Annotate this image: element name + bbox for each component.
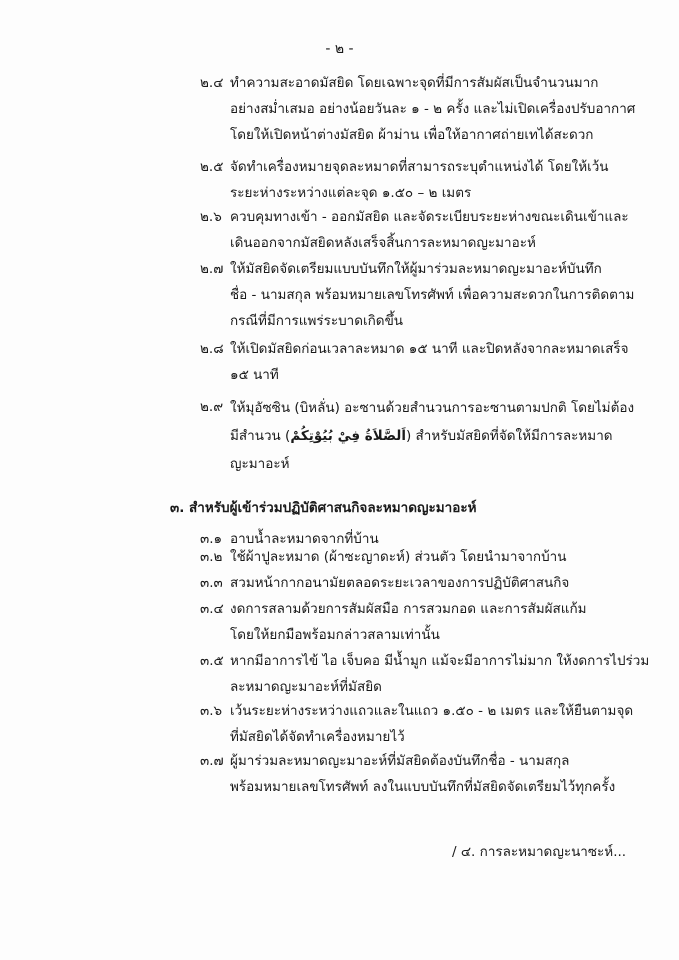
section-heading: ๓. สำหรับผู้เข้าร่วมปฏิบัติศาสนกิจละหมาดญะมาอะห์ xyxy=(170,500,477,516)
item-number: ๒.๗ xyxy=(200,261,224,277)
item-number: ๓.๗ xyxy=(200,753,224,769)
item-text xyxy=(230,544,566,570)
item-line-suffix: ) สำหรับมัสยิดที่จัดให้มีการละหมาด xyxy=(406,428,613,444)
item-number: ๓.๑ xyxy=(200,531,223,547)
arabic-phrase: اَلصَّلاَةُ فِيْ بُيُوْتِكُمْ xyxy=(290,428,406,444)
item-line: หากมีอาการไข้ ไอ เจ็บคอ มีน้ำมูก แม้จะมีอาการไม่มาก ให้งดการไปร่วม xyxy=(230,653,650,669)
item-line: ให้มัสยิดจัดเตรียมแบบบันทึกให้ผู้มาร่วมละหมาดญะมาอะห์บันทึก xyxy=(230,261,602,277)
item-text xyxy=(230,570,569,596)
item-number: ๒.๖ xyxy=(200,209,222,225)
page-number: - ๒ - xyxy=(325,41,354,57)
item-number: ๓.๔ xyxy=(200,601,224,617)
item-line: ระยะห่างระหว่างแต่ละจุด ๑.๕๐ – ๒ เมตร xyxy=(230,185,472,201)
item-line: ควบคุมทางเข้า - ออกมัสยิด และจัดระเบียบระยะห่างขณะเดินเข้าและ xyxy=(230,209,629,225)
item-text xyxy=(230,154,609,206)
item-number: ๓.๕ xyxy=(200,653,224,669)
item-line: ให้เปิดมัสยิดก่อนเวลาละหมาด ๑๕ นาที และปิดหลังจากละหมาดเสร็จ xyxy=(230,341,629,357)
item-text xyxy=(230,204,629,256)
item-line: ผู้มาร่วมละหมาดญะมาอะห์ที่มัสยิดต้องบันทึกชื่อ - นามสกุล xyxy=(230,753,570,769)
item-line: สวมหน้ากากอนามัยตลอดระยะเวลาของการปฏิบัติศาสนกิจ xyxy=(230,575,570,591)
item-text xyxy=(230,336,629,388)
item-line: จัดทำเครื่องหมายจุดละหมาดที่สามารถระบุตำแหน่งได้ โดยให้เว้น xyxy=(230,159,609,175)
item-number: ๓.๓ xyxy=(200,575,223,591)
item-line: พร้อมหมายเลขโทรศัพท์ ลงในแบบบันทึกที่มัสยิดจัดเตรียมไว้ทุกครั้ง xyxy=(230,779,616,795)
item-line: เว้นระยะห่างระหว่างแถวและในแถว ๑.๕๐ - ๒ เมตร และให้ยืนตามจุด xyxy=(230,703,634,719)
item-line: อาบน้ำละหมาดจากที่บ้าน xyxy=(230,531,379,547)
item-line: ทำความสะอาดมัสยิด โดยเฉพาะจุดที่มีการสัมผัสเป็นจำนวนมาก xyxy=(230,75,599,91)
item-number: ๓.๖ xyxy=(200,703,223,719)
item-number: ๒.๘ xyxy=(200,341,224,357)
item-number: ๒.๔ xyxy=(200,75,224,91)
item-text xyxy=(230,648,649,700)
item-text xyxy=(230,698,633,750)
item-line: โดยให้เปิดหน้าต่างมัสยิด ผ้าม่าน เพื่อให้อากาศถ่ายเทได้สะดวก xyxy=(230,127,594,143)
item-line xyxy=(230,422,634,450)
item-number: ๓.๒ xyxy=(200,549,223,565)
item-line: ให้มุอัซซิน (บิหลั่น) อะซานด้วยสำนวนการอะซานตามปกติ โดยไม่ต้อง xyxy=(230,400,635,416)
item-line: ญะมาอะห์ xyxy=(230,456,290,472)
item-line: ใช้ผ้าปูละหมาด (ผ้าซะญาดะห์) ส่วนตัว โดยนำมาจากบ้าน xyxy=(230,549,567,565)
item-line: เดินออกจากมัสยิดหลังเสร็จสิ้นการละหมาดญะมาอะห์ xyxy=(230,235,536,251)
item-text xyxy=(230,256,634,334)
item-number: ๒.๕ xyxy=(200,159,224,175)
item-line: ๑๕ นาที xyxy=(230,367,279,383)
item-text xyxy=(230,748,615,800)
item-line: โดยให้ยกมือพร้อมกล่าวสลามเท่านั้น xyxy=(230,627,440,643)
item-line: กรณีที่มีการแพร่ระบาดเกิดขึ้น xyxy=(230,313,404,329)
item-text xyxy=(230,596,587,648)
item-line: งดการสลามด้วยการสัมผัสมือ การสวมกอด และการสัมผัสแก้ม xyxy=(230,601,587,617)
continuation-footer: / ๔. การละหมาดญะนาซะห์... xyxy=(452,844,627,860)
item-text xyxy=(230,394,634,478)
item-text xyxy=(230,70,635,148)
item-line: ชื่อ - นามสกุล พร้อมหมายเลขโทรศัพท์ เพื่อความสะดวกในการติดตาม xyxy=(230,287,635,303)
item-line: อย่างสม่ำเสมอ อย่างน้อยวันละ ๑ - ๒ ครั้ง และไม่เปิดเครื่องปรับอากาศ xyxy=(230,101,636,117)
item-line: ที่มัสยิดได้จัดทำเครื่องหมายไว้ xyxy=(230,729,405,745)
item-line: ละหมาดญะมาอะห์ที่มัสยิด xyxy=(230,679,382,695)
item-number: ๒.๙ xyxy=(200,399,224,415)
item-line-prefix: มีสำนวน ( xyxy=(230,428,291,444)
